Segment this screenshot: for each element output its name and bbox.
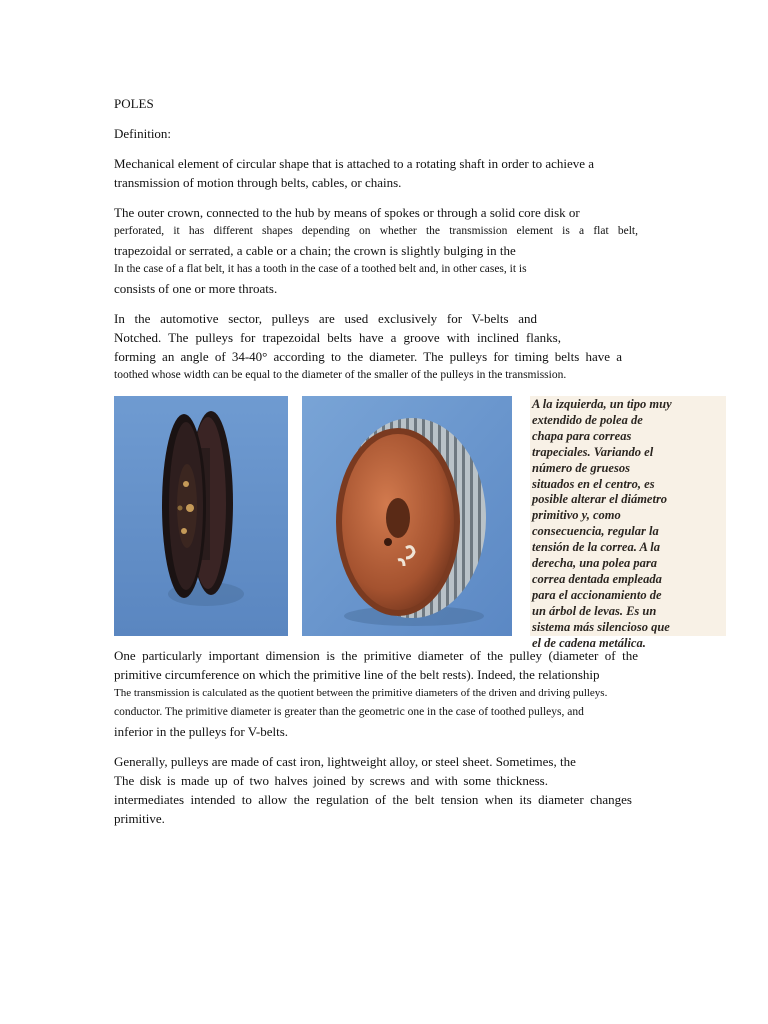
timing-belt-pulley-photo: [302, 396, 512, 636]
text-line: forming an angle of 34-40° according to the diameter. The pulleys for timing belts have a: [114, 349, 622, 364]
text-line: conductor. The primitive diameter is greater than the geometric one in the case of toothed pulleys, and: [114, 706, 584, 718]
paragraph-crown: [114, 203, 638, 298]
text-line: The transmission is calculated as the quotient between the primitive diameters of the driven and driving pulleys.: [114, 687, 608, 699]
text-line: primitive.: [114, 811, 165, 826]
caption-line: el de cadena metálica.: [532, 635, 646, 650]
caption-line: derecha, una polea para: [532, 556, 657, 571]
text-line: consists of one or more throats.: [114, 281, 278, 296]
text-line: One particularly important dimension is the primitive diameter of the pulley (diameter of the: [114, 648, 638, 663]
paragraph-materials: [114, 752, 638, 828]
caption-line: situados en el centro, es: [532, 476, 655, 491]
caption-line: trapeciales. Variando el: [532, 444, 654, 459]
text-line: Mechanical element of circular shape that is attached to a rotating shaft in order to achieve a: [114, 156, 595, 171]
text-line: The outer crown, connected to the hub by means of spokes or through a solid core disk or: [114, 205, 580, 220]
text-line: Generally, pulleys are made of cast iron, lightweight alloy, or steel sheet. Sometimes, the: [114, 754, 576, 769]
document-title: POLES: [114, 96, 154, 111]
text-line: inferior in the pulleys for V-belts.: [114, 724, 289, 739]
text-line: transmission of motion through belts, cables, or chains.: [114, 175, 402, 190]
caption-line: chapa para correas: [532, 428, 632, 443]
caption-line: posible alterar el diámetro: [532, 492, 668, 507]
text-line: toothed whose width can be equal to the diameter of the smaller of the pulleys in the transmission.: [114, 369, 567, 381]
figure-caption: [530, 396, 726, 650]
v-belt-pulley-photo: [114, 396, 288, 636]
text-line: perforated, it has different shapes depending on whether the transmission element is a flat belt,: [114, 225, 638, 237]
paragraph-primitive-diameter: [114, 646, 638, 741]
text-line: Notched. The pulleys for trapezoidal belts have a groove with inclined flanks,: [114, 330, 561, 345]
caption-line: tensión de la correa. A la: [532, 540, 661, 555]
paragraph-definition: [114, 154, 638, 192]
text-line: intermediates intended to allow the regulation of the belt tension when its diameter changes: [114, 792, 632, 807]
pulley-figure: [114, 396, 672, 650]
definition-label: Definition:: [114, 126, 172, 141]
caption-line: sistema más silencioso que: [532, 619, 670, 634]
text-line: primitive circumference on which the primitive line of the belt rests). Indeed, the relationship: [114, 667, 600, 682]
paragraph-automotive: [114, 309, 638, 385]
caption-line: extendido de polea de: [532, 412, 643, 427]
text-line: In the automotive sector, pulleys are used exclusively for V-belts and: [114, 311, 537, 326]
caption-line: A la izquierda, un tipo muy: [532, 397, 672, 411]
text-line: In the case of a flat belt, it has a tooth in the case of a toothed belt and, in other cases, it is: [114, 263, 527, 275]
caption-line: consecuencia, regular la: [532, 524, 659, 539]
caption-line: primitivo y, como: [532, 508, 621, 523]
text-line: The disk is made up of two halves joined by screws and with some thickness.: [114, 773, 548, 788]
caption-line: correa dentada empleada: [532, 571, 662, 586]
document-body: [114, 94, 672, 839]
caption-line: número de gruesos: [532, 460, 630, 475]
caption-line: para el accionamiento de: [532, 587, 662, 602]
text-line: trapezoidal or serrated, a cable or a chain; the crown is slightly bulging in the: [114, 243, 516, 258]
caption-line: un árbol de levas. Es un: [532, 603, 657, 618]
